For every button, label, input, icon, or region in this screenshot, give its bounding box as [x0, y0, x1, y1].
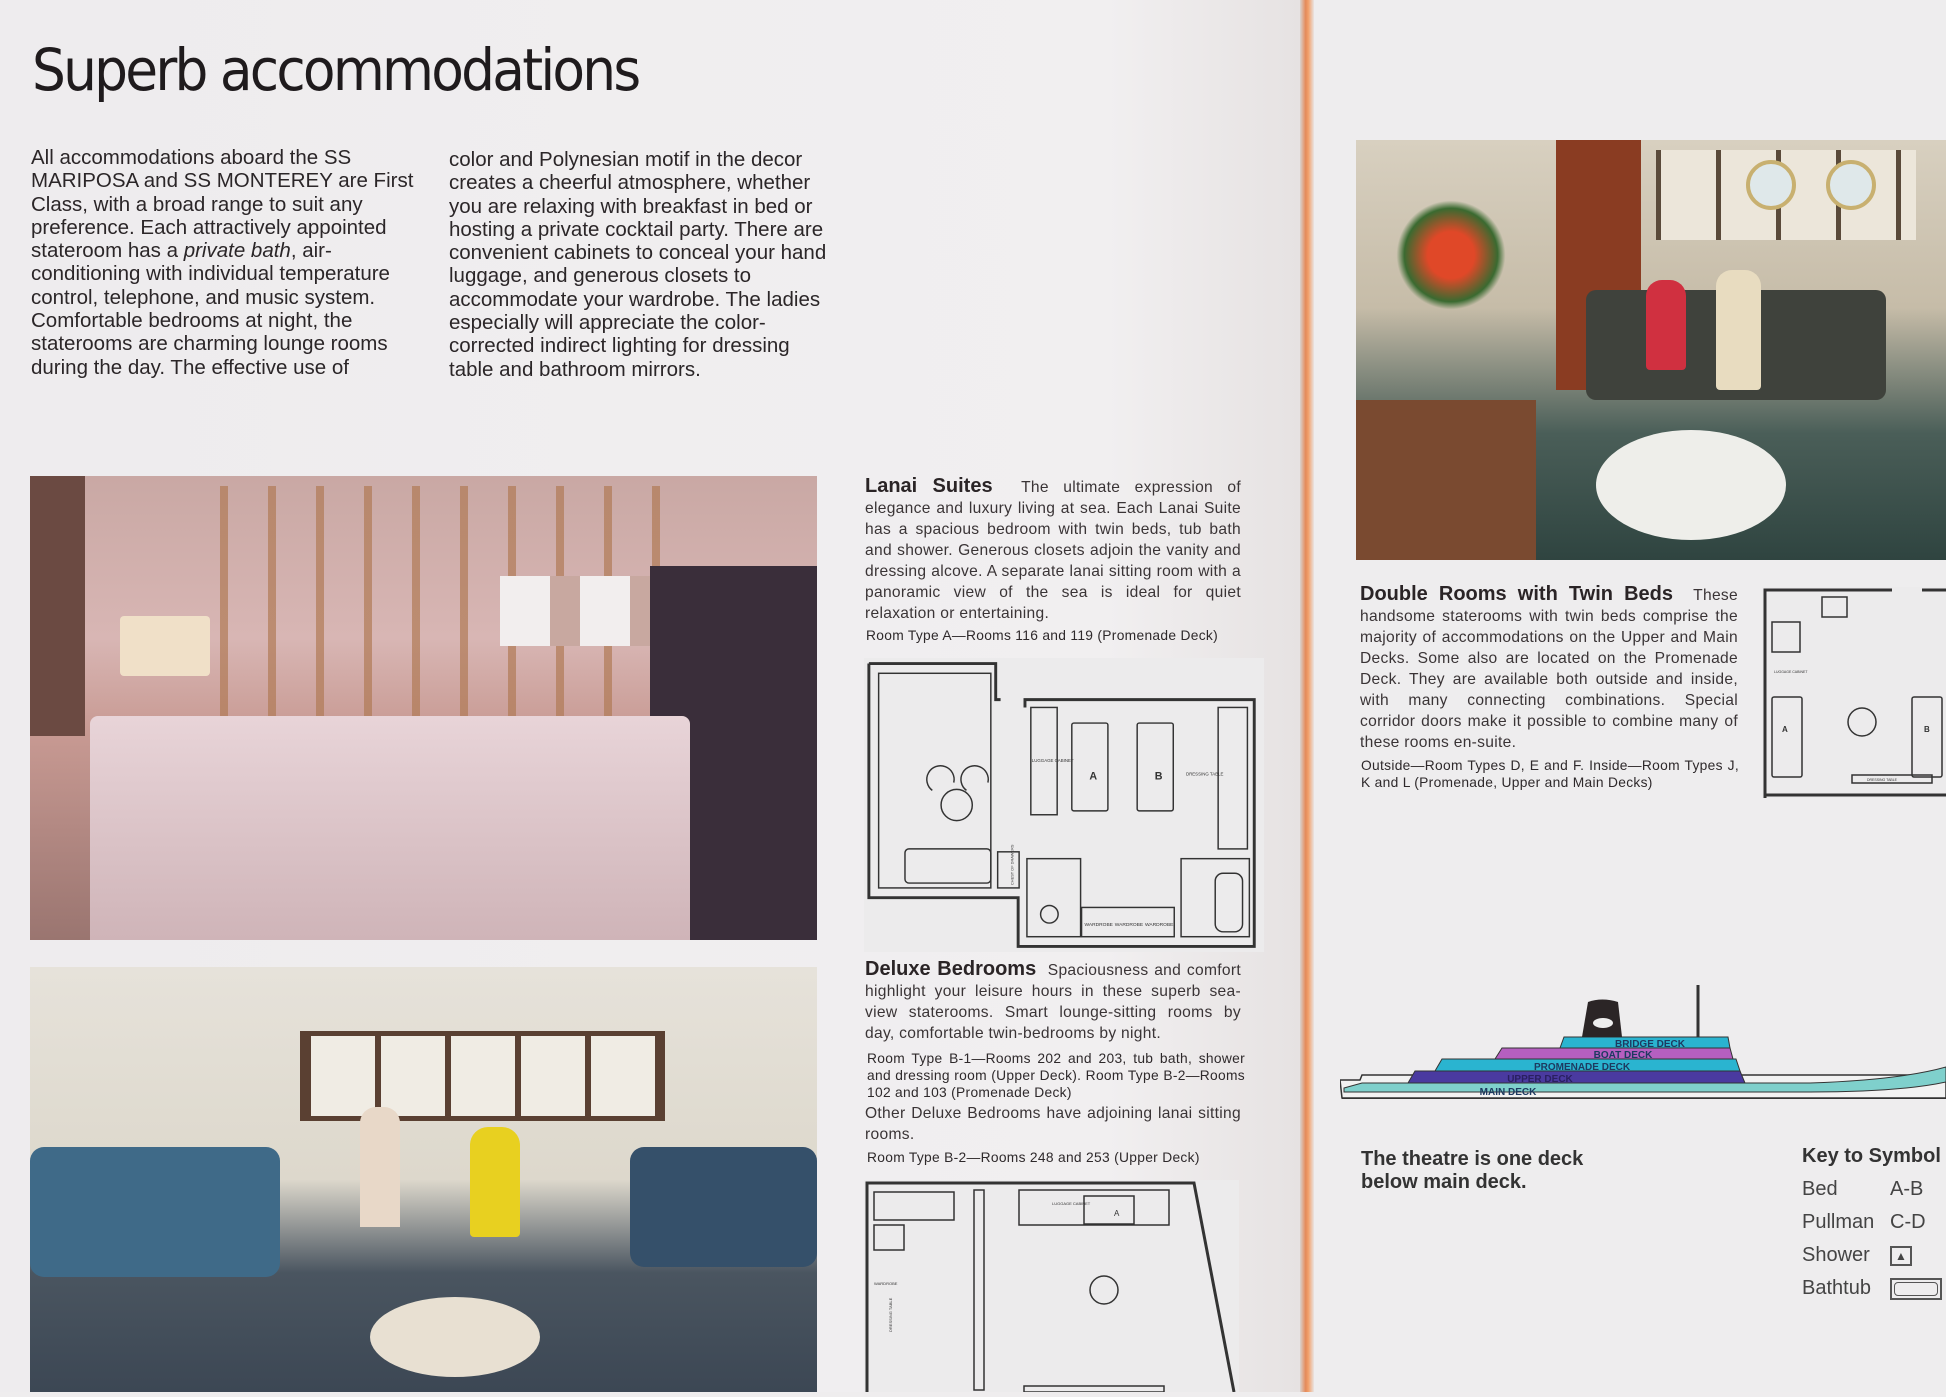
deluxe-bedrooms-text: Spaciousness and comfort highlight your leisure hours in these superb sea-view staterooms. Smart lounge-sitting rooms by day, comfortable twin-bedrooms by night. — [865, 962, 1241, 1042]
page-gutter — [1300, 0, 1314, 1392]
intro-column-1 — [31, 146, 421, 379]
key-item-shower — [1802, 1239, 1946, 1272]
deluxe-bedrooms-heading: Deluxe Bedrooms — [865, 958, 1037, 980]
dressing-table-label: DRESSING TABLE — [1867, 778, 1898, 782]
deluxe-room-type-2: Room Type B-2—Rooms 248 and 253 (Upper Deck) — [867, 1150, 1200, 1165]
wardrobe-label: WARDROBE — [1114, 922, 1144, 928]
symbol-key — [1802, 1145, 1946, 1305]
key-label: Bed — [1802, 1178, 1838, 1200]
double-room-photo — [1356, 140, 1946, 560]
deck-label: PROMENADE DECK — [1533, 1062, 1631, 1073]
key-symbol: A-B — [1890, 1178, 1924, 1200]
bed-b-label: B — [1924, 725, 1930, 734]
deluxe-bedroom-floor-plan — [864, 1180, 1239, 1392]
page-title: Superb accommodations — [32, 36, 639, 104]
deluxe-room-type-1: Room Type B-1—Rooms 202 and 203, tub bath, shower and dressing room (Upper Deck). Room Type B-2—Rooms 102 and 103 (Promenade Deck) — [867, 1051, 1245, 1100]
intro-italic: private bath — [183, 239, 291, 263]
bear-logo-icon — [1593, 1018, 1613, 1028]
deluxe-bedroom-photo — [30, 967, 817, 1392]
ship-deck-diagram — [1340, 985, 1946, 1120]
intro-column-2: color and Polynesian motif in the decor creates a cheerful atmosphere, whether you are relaxing with breakfast in bed or hosting a private cocktail party. There are convenient cabinets to conceal your hand luggage, and generous closets to accommodate your wardrobe. The ladies especially will appreciate the color-corrected indirect lighting for dressing table and bathroom mirrors. — [449, 148, 827, 381]
lanai-suite-photo — [30, 476, 817, 940]
key-label: Pullman — [1802, 1211, 1875, 1233]
bed-a-label: A — [1114, 1209, 1120, 1218]
intro-text: Comfortable bedrooms at night, the staterooms are charming lounge rooms during the day. The effective use of — [31, 309, 388, 379]
dressing-table-label: DRESSING TABLE — [1185, 771, 1224, 777]
key-label: Bathtub — [1802, 1277, 1871, 1299]
luggage-cabinet-label: LUGGAGE CABINET — [1031, 758, 1074, 764]
lanai-suite-floor-plan — [864, 658, 1264, 952]
bed-a-label: A — [1089, 770, 1098, 783]
deluxe-bedrooms-description — [865, 959, 1241, 1044]
lanai-suites-description — [865, 476, 1241, 624]
double-rooms-description — [1360, 584, 1738, 753]
lanai-suites-text: The ultimate expression of elegance and luxury living at sea. Each Lanai Suite has a spacious bedroom with twin beds, tub bath and shower. Generous closets adjoin the vanity and dressing alcove. A separate lanai sitting room with a panoramic view of the sea is ideal for quiet relaxation or entertaining. — [865, 479, 1242, 622]
key-label: Shower — [1802, 1244, 1870, 1266]
wardrobe-label: WARDROBE — [1084, 922, 1113, 928]
double-room-type: Outside—Room Types D, E and F. Inside—Room Types J, K and L (Promenade, Upper and Main Decks) — [1361, 758, 1739, 790]
deck-label: MAIN DECK — [1479, 1087, 1537, 1098]
deluxe-other-text: Other Deluxe Bedrooms have adjoining lanai sitting rooms. — [865, 1105, 1241, 1143]
key-item-bed — [1802, 1173, 1946, 1206]
deck-label: BOAT DECK — [1593, 1050, 1653, 1061]
intro-text: , air-conditioning with individual temperature control, telephone, and music system. — [31, 239, 390, 309]
bed-a-label: A — [1782, 725, 1788, 734]
deck-label: UPPER DECK — [1507, 1074, 1573, 1085]
dressing-table-label: DRESSING TABLE — [888, 1297, 893, 1332]
key-item-bathtub — [1802, 1272, 1946, 1305]
double-room-floor-plan — [1762, 587, 1946, 798]
wardrobe-label: WARDROBE — [1144, 922, 1174, 928]
double-rooms-text: These handsome staterooms with twin beds comprise the majority of accommodations on the Upper and Main Decks. Some also are located on the Promenade Deck. They are available both outside and inside, with many connecting combinations. Special corridor doors make it possible to combine many of these rooms en-suite. — [1360, 587, 1738, 751]
key-symbol: C-D — [1890, 1211, 1926, 1233]
bed-b-label: B — [1154, 770, 1163, 783]
deck-label: BRIDGE DECK — [1614, 1039, 1686, 1050]
luggage-cabinet-label: LUGGAGE CABINET — [1052, 1201, 1091, 1206]
double-rooms-heading: Double Rooms with Twin Beds — [1360, 583, 1674, 605]
chest-of-drawers-label: CHEST OF DRAWERS — [1009, 844, 1015, 885]
symbol-key-title: Key to Symbol — [1802, 1145, 1941, 1167]
wardrobe-label: WARDROBE — [874, 1281, 898, 1286]
lanai-room-type: Room Type A—Rooms 116 and 119 (Promenade Deck) — [866, 628, 1218, 643]
bathtub-icon — [1890, 1278, 1942, 1300]
theatre-note: The theatre is one deck below main deck. — [1361, 1148, 1584, 1193]
shower-icon: ▲ — [1890, 1246, 1912, 1266]
key-item-pullman — [1802, 1206, 1946, 1239]
lanai-suites-heading: Lanai Suites — [865, 475, 993, 497]
intro-text: All accommodations aboard the SS MARIPOSA and SS MONTEREY are First Class, with a broad range to suit any preference. Each attractively appointed stateroom has a — [31, 146, 414, 263]
luggage-cabinet-label: LUGGAGE CABINET — [1774, 670, 1808, 674]
